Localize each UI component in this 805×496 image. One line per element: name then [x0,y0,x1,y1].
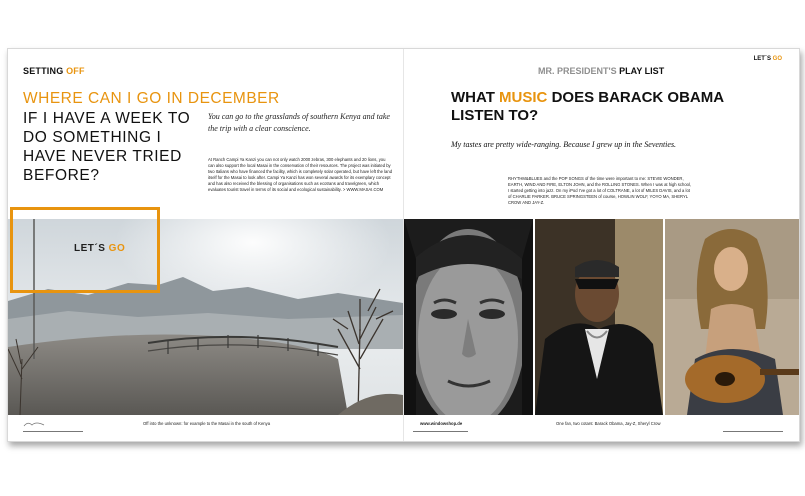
section-label-primary: SETTING [23,66,64,76]
section-label-right [538,66,664,76]
headline-accent-word: MUSIC [499,89,548,106]
overlay-title-accent: GO [108,243,126,254]
intro-text-right: My tastes are pretty wide-ranging. Because I grew up in the Seventies. [451,140,677,149]
photo-caption-right: One fan, two cotars: Barack Obama, Jay-Z, Sheryl Crow [556,421,661,426]
headline-question: IF I HAVE A WEEK TO DO SOMETHING I HAVE NEVER TRIED BEFORE? [23,110,191,184]
overlay-title [74,243,125,254]
overlay-title-primary: LET´S [74,243,106,254]
headline-accent: WHERE CAN I GO IN DECEMBER [23,90,280,107]
portrait-photo-sheryl-crow [665,219,799,415]
footer-rule-center [413,431,468,432]
headline-part: DOES BARACK OBAMA LISTEN TO? [451,89,724,124]
footer-url: www.windowshop.de [420,421,463,426]
footer-rule-right [723,431,783,432]
magazine-spread [7,48,800,442]
page-tag-accent: GO [772,56,782,62]
footer-logo-icon [23,420,45,429]
headline-part: WHAT [451,89,495,106]
body-text-right: RHYTHM&BLUES and the POP SONGS of the time were important to me: STEVIE WONDER, EARTH, WIND AND FIRE, ELTON JOHN, and the ROLLING STONES. When I was at high school, I started getting into jazz. On my iPod I've got a lot of COLTRANE, a lot of MILES DAVIS, and a lot of CHARLIE PARKER. BRUCE SPRINGSTEEN of course, HOWLIN WOLF, YOYO MA, SHERYL CROW AND JAY-Z. [508,176,692,205]
intro-text-left: You can go to the grasslands of southern Kenya and take the trip with a clear conscience. [208,112,390,133]
headline-music [451,89,761,125]
footer-rule-left [23,431,83,432]
section-label-primary: MR. PRESIDENT'S [538,66,617,76]
page-tag [754,56,782,62]
portrait-photo-obama [404,219,533,415]
portrait-photo-jayz [535,219,663,415]
section-label-accent: PLAY LIST [619,66,665,76]
section-label-accent: OFF [66,66,85,76]
page-tag-primary: LET´S [753,56,771,62]
body-text-left: At Ranch Campi Ya Kanzi you can not only watch 2000 zebras, 300 elephants and 20 lions, you can also support the local Masai in the conservation of their resources. The project was initiated by two Italians who have financed the facility, which is completely solar operated, but have left the land itself for the Masai to look after. Campi Ya Kanzi has won several awards for its exemplary concept and has also received the blessing of organisations such as ecotrans and travelgreen, which evaluates tourist travel in terms of its social and ecological sustainability. > WWW.MASAI.COM [208,157,393,192]
section-label-left [23,66,85,76]
photo-caption-left: Off into the unknown: for example to the Masai in the south of Kenya [143,421,271,426]
